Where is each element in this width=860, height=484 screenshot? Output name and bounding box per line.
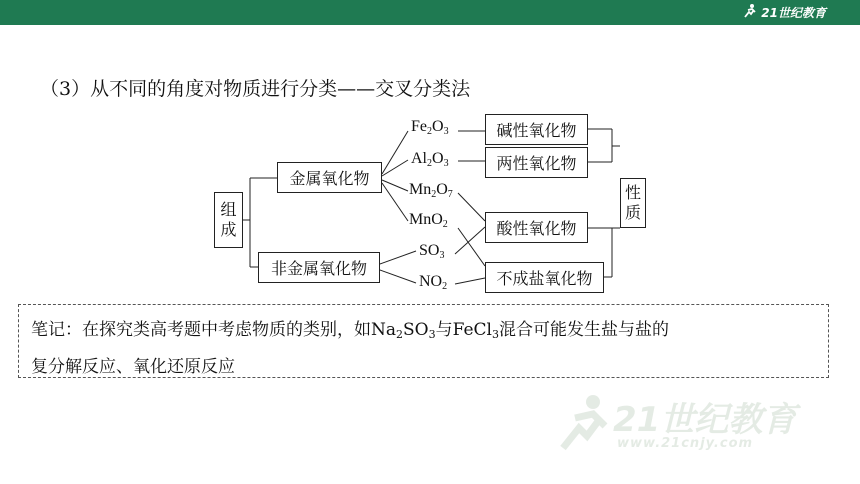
note-line-1: 笔记：在探究类高考题中考虑物质的类别，如$Na_2SO_3$与FeCl$_3$混合可能发生盐与盐的 [31,320,669,341]
note-line-2: 复分解反应、氧化还原反应 [31,357,235,377]
root-node-composition [214,192,243,248]
watermark-url: www.21cnjy.com [617,436,754,451]
property-char-2: 质 [624,203,641,222]
watermark-runner-icon [555,392,615,452]
formula-no2: $NO_2$ [419,273,448,292]
formula-fe2o3: $Fe_2O_3$ [411,118,449,137]
property-char-1: 性 [624,183,641,202]
group-metal-oxide: 金属氧化物 [277,162,382,193]
formula-mno2: MnO$_2$ [409,211,448,230]
group-nonmetal-oxide: 非金属氧化物 [258,252,380,283]
category-non-salt-forming-oxide: 不成盐氧化物 [485,262,604,293]
formula-al2o3: $Al_2O_3$ [411,150,449,169]
formula-mn2o7: $Mn_2O_7$ [409,181,453,200]
root-char-1: 组 [220,200,237,219]
watermark-logo [555,392,825,462]
note-box [18,304,829,378]
watermark-text: 21世纪教育 [613,400,797,440]
category-acidic-oxide: 酸性氧化物 [485,212,588,243]
section-heading: （3）从不同的角度对物质进行分类——交叉分类法 [40,78,471,100]
property-node [620,178,646,228]
category-basic-oxide: 碱性氧化物 [485,114,588,145]
root-char-2: 成 [220,220,237,239]
formula-so3: $SO_3$ [419,242,445,261]
category-amphoteric-oxide: 两性氧化物 [485,147,588,178]
logo-text: 21世纪教育 [761,6,826,20]
